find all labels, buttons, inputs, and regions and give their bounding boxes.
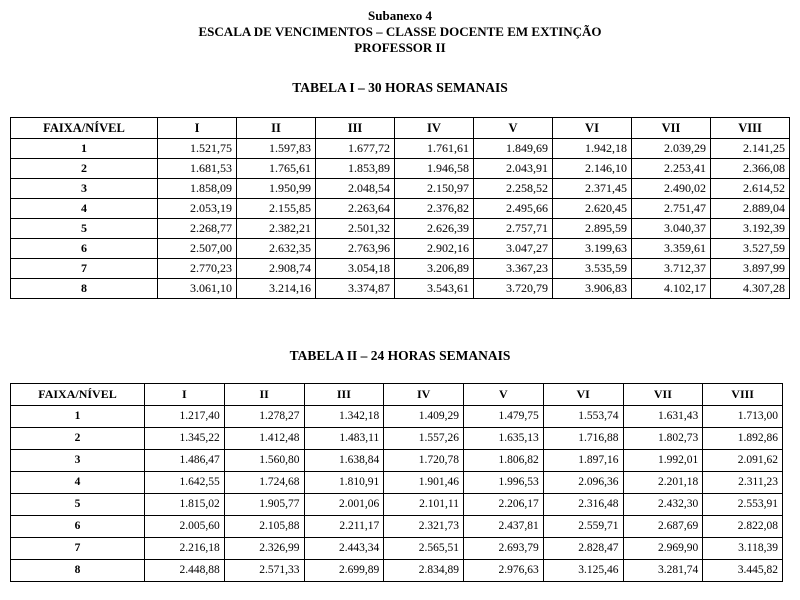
table-header	[11, 384, 783, 406]
salary-cell: 3.712,37	[632, 259, 711, 279]
salary-cell: 2.150,97	[395, 179, 474, 199]
salary-cell: 2.437,81	[464, 516, 544, 538]
row-level: 3	[11, 179, 158, 199]
table-body	[11, 139, 790, 299]
salary-cell: 2.321,73	[384, 516, 464, 538]
table-row	[11, 406, 783, 428]
salary-cell: 2.141,25	[711, 139, 790, 159]
header-row	[11, 118, 790, 139]
column-header: IV	[384, 384, 464, 406]
salary-cell: 2.490,02	[632, 179, 711, 199]
salary-cell: 2.043,91	[474, 159, 553, 179]
salary-cell: 2.039,29	[632, 139, 711, 159]
salary-cell: 2.632,35	[237, 239, 316, 259]
salary-cell: 1.713,00	[703, 406, 783, 428]
column-header: VII	[632, 118, 711, 139]
salary-cell: 2.553,91	[703, 494, 783, 516]
salary-cell: 3.054,18	[316, 259, 395, 279]
salary-cell: 1.720,78	[384, 450, 464, 472]
salary-cell: 3.906,83	[553, 279, 632, 299]
salary-cell: 1.521,75	[158, 139, 237, 159]
salary-cell: 1.724,68	[224, 472, 304, 494]
row-level: 7	[11, 538, 145, 560]
salary-cell: 2.432,30	[623, 494, 703, 516]
salary-cell: 1.802,73	[623, 428, 703, 450]
salary-cell: 2.258,52	[474, 179, 553, 199]
salary-cell: 2.687,69	[623, 516, 703, 538]
salary-cell: 1.342,18	[304, 406, 384, 428]
salary-cell: 2.101,11	[384, 494, 464, 516]
salary-cell: 1.716,88	[543, 428, 623, 450]
table-1-title: TABELA I – 30 HORAS SEMANAIS	[292, 80, 508, 95]
document-title: ESCALA DE VENCIMENTOS – CLASSE DOCENTE EM EXTINÇÃO	[198, 24, 602, 39]
salary-cell: 3.720,79	[474, 279, 553, 299]
salary-cell: 2.268,77	[158, 219, 237, 239]
salary-cell: 1.217,40	[145, 406, 225, 428]
salary-cell: 2.614,52	[711, 179, 790, 199]
salary-cell: 2.565,51	[384, 538, 464, 560]
salary-cell: 2.263,64	[316, 199, 395, 219]
salary-cell: 2.443,34	[304, 538, 384, 560]
salary-cell: 1.412,48	[224, 428, 304, 450]
salary-cell: 2.495,66	[474, 199, 553, 219]
table-row	[11, 259, 790, 279]
salary-cell: 2.311,23	[703, 472, 783, 494]
salary-cell: 4.307,28	[711, 279, 790, 299]
salary-cell: 1.681,53	[158, 159, 237, 179]
table-row	[11, 159, 790, 179]
table-2-title: TABELA II – 24 HORAS SEMANAIS	[289, 348, 511, 363]
column-header-faixa-nivel: FAIXA/NÍVEL	[11, 384, 145, 406]
salary-cell: 2.326,99	[224, 538, 304, 560]
table-row	[11, 450, 783, 472]
salary-cell: 1.946,58	[395, 159, 474, 179]
column-header: VI	[543, 384, 623, 406]
row-level: 4	[11, 472, 145, 494]
row-level: 5	[11, 494, 145, 516]
salary-cell: 3.118,39	[703, 538, 783, 560]
column-header: II	[237, 118, 316, 139]
row-level: 4	[11, 199, 158, 219]
salary-cell: 3.206,89	[395, 259, 474, 279]
salary-cell: 3.047,27	[474, 239, 553, 259]
salary-cell: 3.445,82	[703, 560, 783, 582]
salary-cell: 2.053,19	[158, 199, 237, 219]
salary-cell: 1.897,16	[543, 450, 623, 472]
salary-cell: 2.382,21	[237, 219, 316, 239]
salary-cell: 2.889,04	[711, 199, 790, 219]
row-level: 3	[11, 450, 145, 472]
salary-cell: 1.905,77	[224, 494, 304, 516]
table-row	[11, 279, 790, 299]
salary-cell: 1.409,29	[384, 406, 464, 428]
table-body	[11, 406, 783, 582]
salary-cell: 2.751,47	[632, 199, 711, 219]
salary-cell: 2.693,79	[464, 538, 544, 560]
salary-cell: 3.535,59	[553, 259, 632, 279]
salary-cell: 1.278,27	[224, 406, 304, 428]
column-header: VII	[623, 384, 703, 406]
salary-cell: 2.211,17	[304, 516, 384, 538]
salary-cell: 1.553,74	[543, 406, 623, 428]
salary-cell: 1.635,13	[464, 428, 544, 450]
table-row	[11, 494, 783, 516]
salary-cell: 1.858,09	[158, 179, 237, 199]
table-row	[11, 472, 783, 494]
salary-cell: 3.040,37	[632, 219, 711, 239]
salary-cell: 1.942,18	[553, 139, 632, 159]
salary-cell: 3.897,99	[711, 259, 790, 279]
row-level: 1	[11, 139, 158, 159]
salary-cell: 3.374,87	[316, 279, 395, 299]
salary-cell: 2.048,54	[316, 179, 395, 199]
salary-cell: 1.560,80	[224, 450, 304, 472]
salary-cell: 2.770,23	[158, 259, 237, 279]
document-header	[0, 8, 800, 56]
salary-cell: 3.367,23	[474, 259, 553, 279]
salary-cell: 2.763,96	[316, 239, 395, 259]
salary-cell: 3.359,61	[632, 239, 711, 259]
salary-cell: 1.892,86	[703, 428, 783, 450]
salary-cell: 3.214,16	[237, 279, 316, 299]
salary-cell: 2.757,71	[474, 219, 553, 239]
salary-cell: 2.091,62	[703, 450, 783, 472]
salary-cell: 2.376,82	[395, 199, 474, 219]
column-header: VIII	[711, 118, 790, 139]
salary-cell: 1.597,83	[237, 139, 316, 159]
table-row	[11, 219, 790, 239]
salary-cell: 1.677,72	[316, 139, 395, 159]
salary-cell: 1.992,01	[623, 450, 703, 472]
salary-cell: 3.199,63	[553, 239, 632, 259]
salary-cell: 2.216,18	[145, 538, 225, 560]
row-level: 6	[11, 239, 158, 259]
salary-cell: 2.366,08	[711, 159, 790, 179]
column-header: III	[304, 384, 384, 406]
table-row	[11, 538, 783, 560]
salary-cell: 1.806,82	[464, 450, 544, 472]
salary-table-24h	[10, 383, 783, 582]
column-header: IV	[395, 118, 474, 139]
document-subtitle: Subanexo 4	[368, 8, 432, 23]
column-header: III	[316, 118, 395, 139]
column-header-faixa-nivel: FAIXA/NÍVEL	[11, 118, 158, 139]
salary-cell: 2.501,32	[316, 219, 395, 239]
salary-cell: 2.834,89	[384, 560, 464, 582]
salary-cell: 2.969,90	[623, 538, 703, 560]
salary-cell: 2.096,36	[543, 472, 623, 494]
document-role: PROFESSOR II	[354, 40, 446, 55]
salary-cell: 2.005,60	[145, 516, 225, 538]
row-level: 8	[11, 560, 145, 582]
salary-cell: 1.849,69	[474, 139, 553, 159]
salary-cell: 2.155,85	[237, 199, 316, 219]
salary-cell: 2.201,18	[623, 472, 703, 494]
column-header: VIII	[703, 384, 783, 406]
column-header: V	[474, 118, 553, 139]
salary-cell: 2.828,47	[543, 538, 623, 560]
column-header: VI	[553, 118, 632, 139]
salary-cell: 2.316,48	[543, 494, 623, 516]
salary-cell: 2.206,17	[464, 494, 544, 516]
column-header: I	[145, 384, 225, 406]
salary-cell: 3.527,59	[711, 239, 790, 259]
salary-cell: 1.950,99	[237, 179, 316, 199]
salary-cell: 3.192,39	[711, 219, 790, 239]
salary-cell: 3.281,74	[623, 560, 703, 582]
table-row	[11, 179, 790, 199]
salary-cell: 2.620,45	[553, 199, 632, 219]
table-header	[11, 118, 790, 139]
salary-cell: 2.146,10	[553, 159, 632, 179]
row-level: 1	[11, 406, 145, 428]
salary-cell: 1.557,26	[384, 428, 464, 450]
salary-cell: 2.507,00	[158, 239, 237, 259]
salary-cell: 2.371,45	[553, 179, 632, 199]
column-header: II	[224, 384, 304, 406]
salary-cell: 2.571,33	[224, 560, 304, 582]
salary-cell: 2.908,74	[237, 259, 316, 279]
salary-cell: 2.895,59	[553, 219, 632, 239]
column-header: V	[464, 384, 544, 406]
salary-cell: 1.486,47	[145, 450, 225, 472]
salary-cell: 2.001,06	[304, 494, 384, 516]
row-level: 6	[11, 516, 145, 538]
salary-cell: 1.765,61	[237, 159, 316, 179]
header-row	[11, 384, 783, 406]
salary-cell: 2.105,88	[224, 516, 304, 538]
salary-cell: 1.483,11	[304, 428, 384, 450]
salary-cell: 4.102,17	[632, 279, 711, 299]
salary-cell: 1.761,61	[395, 139, 474, 159]
salary-cell: 2.448,88	[145, 560, 225, 582]
table-row	[11, 560, 783, 582]
salary-cell: 1.345,22	[145, 428, 225, 450]
salary-cell: 2.822,08	[703, 516, 783, 538]
salary-cell: 2.626,39	[395, 219, 474, 239]
row-level: 2	[11, 159, 158, 179]
column-header: I	[158, 118, 237, 139]
salary-cell: 2.699,89	[304, 560, 384, 582]
row-level: 2	[11, 428, 145, 450]
row-level: 8	[11, 279, 158, 299]
salary-cell: 2.559,71	[543, 516, 623, 538]
salary-cell: 1.901,46	[384, 472, 464, 494]
table-row	[11, 139, 790, 159]
salary-cell: 1.810,91	[304, 472, 384, 494]
salary-cell: 1.853,89	[316, 159, 395, 179]
table-row	[11, 199, 790, 219]
salary-cell: 1.479,75	[464, 406, 544, 428]
salary-cell: 3.543,61	[395, 279, 474, 299]
salary-cell: 2.976,63	[464, 560, 544, 582]
salary-cell: 1.638,84	[304, 450, 384, 472]
salary-cell: 1.996,53	[464, 472, 544, 494]
salary-table-30h	[10, 117, 790, 299]
salary-cell: 1.642,55	[145, 472, 225, 494]
salary-cell: 3.125,46	[543, 560, 623, 582]
table-row	[11, 239, 790, 259]
salary-cell: 1.631,43	[623, 406, 703, 428]
salary-cell: 3.061,10	[158, 279, 237, 299]
salary-cell: 2.902,16	[395, 239, 474, 259]
table-row	[11, 428, 783, 450]
row-level: 5	[11, 219, 158, 239]
row-level: 7	[11, 259, 158, 279]
salary-cell: 2.253,41	[632, 159, 711, 179]
salary-cell: 1.815,02	[145, 494, 225, 516]
table-row	[11, 516, 783, 538]
